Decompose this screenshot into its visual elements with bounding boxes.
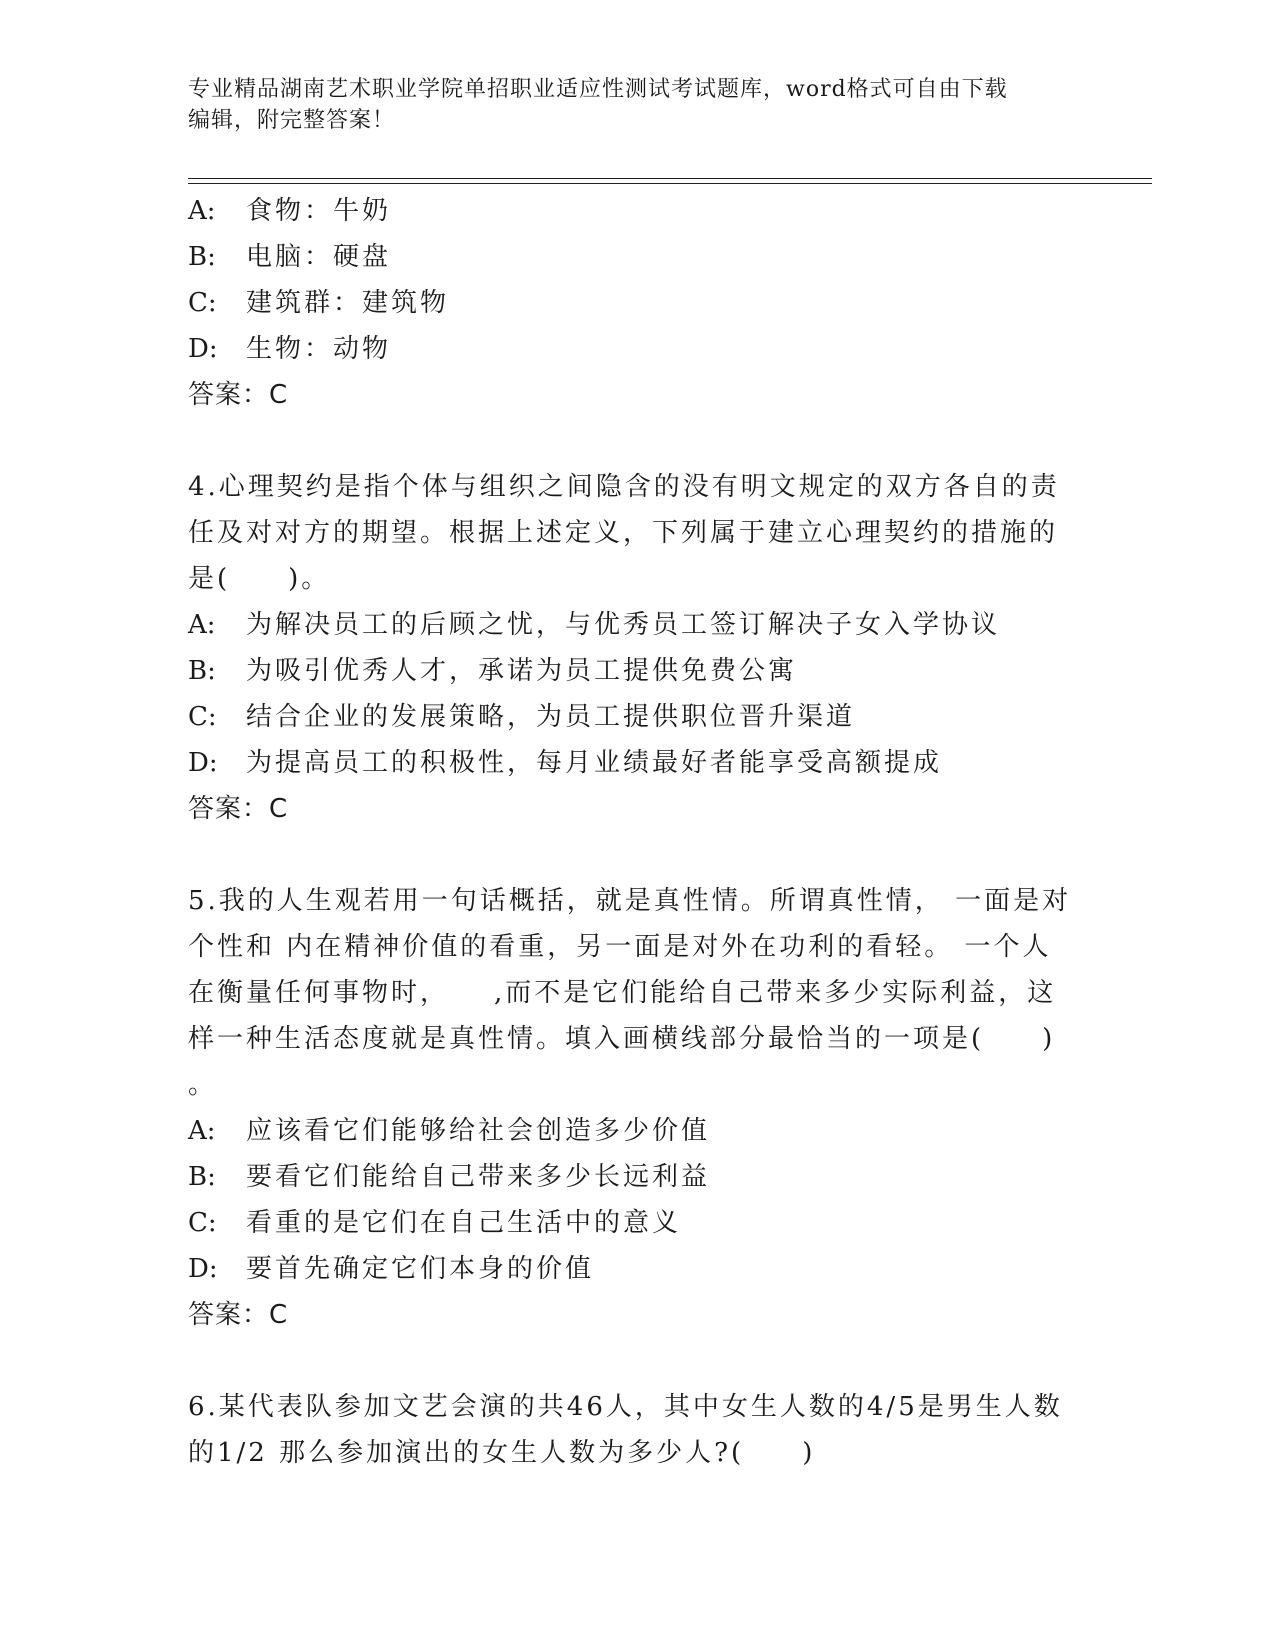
option-d: [188, 1246, 1088, 1292]
option-letter: B:: [188, 242, 216, 272]
option-letter: A:: [188, 1116, 216, 1146]
header-rule-top: [188, 178, 1152, 179]
option-letter: D:: [188, 334, 218, 364]
question-text: [188, 1384, 1068, 1476]
question-line: 4.心理契约是指个体与组织之间隐含的没有明文规定的双方各自的责: [188, 472, 1060, 502]
answer-line: 答案：C: [188, 1300, 289, 1330]
question-6: [188, 1384, 1088, 1476]
option-d: [188, 740, 1088, 786]
question-text: [188, 878, 1072, 1108]
question-line: 个性和 内在精神价值的看重，另一面是对外在功利的看轻。 一个人: [188, 932, 1052, 962]
question-line: 样一种生活态度就是真性情。填入画横线部分最恰当的一项是( ): [188, 1024, 1056, 1054]
option-text: 为解决员工的后顾之忧，与优秀员工签订解决子女入学协议: [246, 610, 1001, 640]
option-letter: D:: [188, 748, 218, 778]
question-line: 5.我的人生观若用一句话概括，就是真性情。所谓真性情， 一面是对: [188, 886, 1072, 916]
option-a: [188, 188, 1088, 234]
option-c: [188, 1200, 1088, 1246]
option-text: 要看它们能给自己带来多少长远利益: [246, 1162, 711, 1192]
option-letter: B:: [188, 1162, 216, 1192]
option-text: 为提高员工的积极性，每月业绩最好者能享受高额提成: [246, 748, 943, 778]
question-4: [188, 464, 1088, 832]
question-line: 的1/2 那么参加演出的女生人数为多少人?( ): [188, 1438, 816, 1468]
question-line: 任及对对方的期望。根据上述定义，下列属于建立心理契约的措施的: [188, 518, 1059, 548]
option-letter: A:: [188, 196, 216, 226]
option-text: 应该看它们能够给社会创造多少价值: [246, 1116, 711, 1146]
questions-content: [188, 188, 1088, 1476]
question-3-options: [188, 188, 1088, 418]
option-c: [188, 694, 1088, 740]
answer-line: 答案：C: [188, 794, 289, 824]
option-text: 要首先确定它们本身的价值: [246, 1254, 595, 1284]
option-a: [188, 602, 1088, 648]
option-text: 食物：牛奶: [246, 196, 392, 226]
question-line: 是( )。: [188, 564, 331, 594]
option-letter: D:: [188, 1254, 218, 1284]
option-text: 电脑：硬盘: [246, 242, 392, 272]
question-line: 6.某代表队参加文艺会演的共46人，其中女生人数的4/5是男生人数: [188, 1392, 1063, 1422]
option-text: 结合企业的发展策略，为员工提供职位晋升渠道: [246, 702, 856, 732]
option-letter: C:: [188, 288, 217, 318]
option-text: 看重的是它们在自己生活中的意义: [246, 1208, 682, 1238]
spacer: [188, 832, 1088, 878]
option-text: 建筑群：建筑物: [246, 288, 450, 318]
answer-line: 答案：C: [188, 380, 289, 410]
document-header: [188, 74, 1088, 136]
question-text: [188, 464, 1068, 602]
question-5: [188, 878, 1088, 1338]
option-a: [188, 1108, 1088, 1154]
option-b: [188, 1154, 1088, 1200]
option-text: 为吸引优秀人才，承诺为员工提供免费公寓: [246, 656, 798, 686]
option-text: 生物：动物: [246, 334, 392, 364]
header-line-2: 编辑，附完整答案！: [188, 108, 396, 133]
option-b: [188, 234, 1088, 280]
spacer: [188, 1338, 1088, 1384]
header-rule-bottom: [188, 183, 1152, 184]
question-line: 。: [188, 1070, 218, 1100]
option-letter: C:: [188, 1208, 217, 1238]
option-letter: A:: [188, 610, 216, 640]
question-line: 在衡量任何事物时， ,而不是它们能给自己带来多少实际利益，这: [188, 978, 1057, 1008]
option-b: [188, 648, 1088, 694]
spacer: [188, 418, 1088, 464]
option-letter: C:: [188, 702, 217, 732]
option-letter: B:: [188, 656, 216, 686]
header-line-1: 专业精品湖南艺术职业学院单招职业适应性测试考试题库，word格式可自由下载: [188, 77, 1008, 102]
option-d: [188, 326, 1088, 372]
option-c: [188, 280, 1088, 326]
